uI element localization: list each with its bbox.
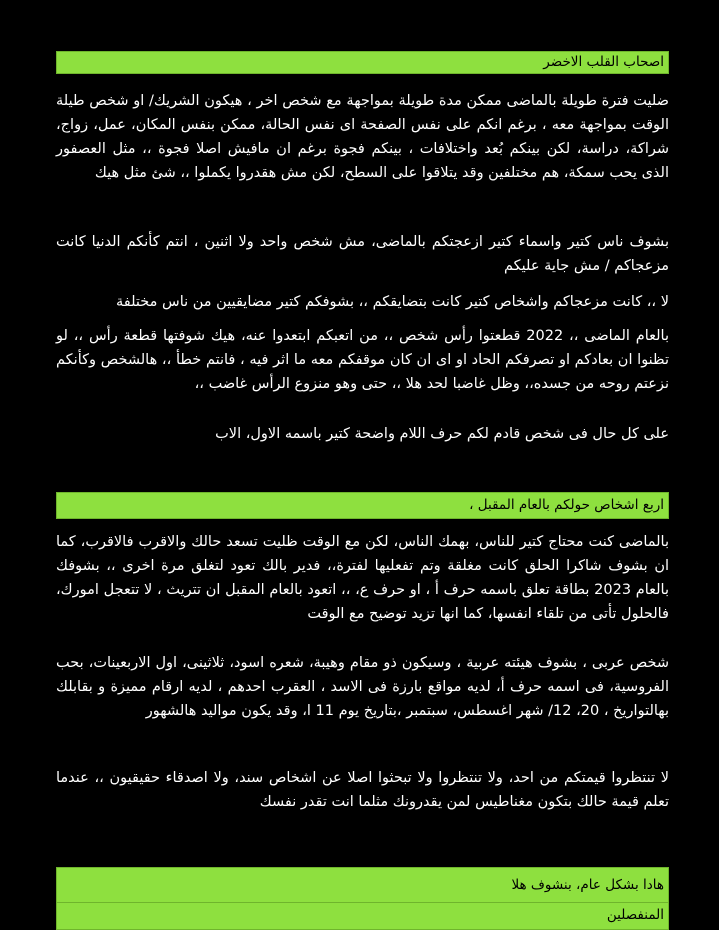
section-header-four-people: اربع اشخاص حولكم بالعام المقبل ، bbox=[56, 492, 669, 519]
section-header-general: هادا بشكل عام، بنشوف هلا bbox=[56, 867, 669, 903]
paragraph: على كل حال فى شخص قادم لكم حرف اللام واضحة كتير باسمه الاول، الاب bbox=[215, 426, 669, 442]
paragraph: ضليت فترة طويلة بالماضى ممكن مدة طويلة بمواجهة مع شخص اخر ، هيكون الشريك/ او شخص طيلة الوقت بمواجهة معه ، برغم انكم على نفس الصفحة اى نفس الحالة، ممكن بنفس المكان، عمل، زواج، شراكة، دراسة، لكن بينكم بُعد واختلافات ، بينكم فجوة برغم ان مافيش اصلا فجوة ،، مثل العصفور الذى يحب سمكة، هم مختلفين وقد يتلاقوا على السطح، لكن مش هقدروا يكملوا ،، شئ مثل هيك bbox=[56, 93, 669, 181]
paragraph: بالعام الماضى ،، 2022 قطعتوا رأس شخص ،، من اتعبكم ابتعدوا عنه، هيك شوفتها قطعة رأس ،، لو تظنوا ان بعادكم او تصرفكم الحاد او اى ان كان موقفكم معه ما اثر فيه ، فانتم خطأ ،، هالشخص وكأنكم نزعتم روحه من جسده،، وظل غاضبا لحد هلا ،، حتى وهو منزوع الرأس غاضب ،، bbox=[56, 328, 669, 392]
section-header-green-heart: اصحاب القلب الاخضر bbox=[56, 51, 669, 74]
paragraph: بشوف ناس كتير واسماء كتير ازعجتكم بالماضى، مش شخص واحد ولا اثنين ، انتم كأنكم الدنيا كانت مزعجاكم / مش جاية عليكم bbox=[56, 234, 669, 274]
paragraph: لا تنتظروا قيمتكم من احد، ولا تنتظروا ولا تبحثوا اصلا عن اشخاص سند، ولا اصدقاء حقيقيون ،، عندما تعلم قيمة حالك بتكون مغناطيس لمن يقدرونك مثلما انت تقدر نفسك bbox=[56, 770, 669, 810]
paragraph: لا ،، كانت مزعجاكم واشخاص كتير كانت بتضايقكم ،، بشوفكم كتير مضايقيين من ناس مختلفة bbox=[115, 294, 669, 310]
section-header-separated: المنفصلين bbox=[56, 903, 669, 930]
paragraph: شخص عربى ، بشوف هيئته عربية ، وسيكون ذو مقام وهيبة، شعره اسود، ثلاثينى، اول الاربعينات، بحب الفروسية، فى اسمه حرف أ، لديه مواقع بارزة فى الاسد ، العقرب احدهم ، لديه ارقام مميزة و بقابلك بهالتواريخ ، 20، 12/ شهر اغسطس، سبتمبر ،بتاريخ يوم 11 ا، وقد يكون مواليد هالشهور bbox=[56, 655, 669, 719]
document-page bbox=[56, 0, 669, 930]
paragraph: بالماضى كنت محتاج كتير للناس، بهمك الناس، لكن مع الوقت ظليت تسعد حالك والاقرب فالاقرب، كما ان بشوف شاكرا الحلق كانت مغلقة وتم تفعليها لفترة،، فدير بالك تعود لتغلق مرة اخرى ،، بشوفك بالعام 2023 بطاقة تعلق باسمه حرف أ ، او حرف ع، ،، اتعود بالعام المقبل ان تتريث ، لا تتعجل امورك، فالحلول تأتى من تلقاء انفسها، كما انها تزيد توضيح مع الوقت bbox=[56, 534, 670, 622]
